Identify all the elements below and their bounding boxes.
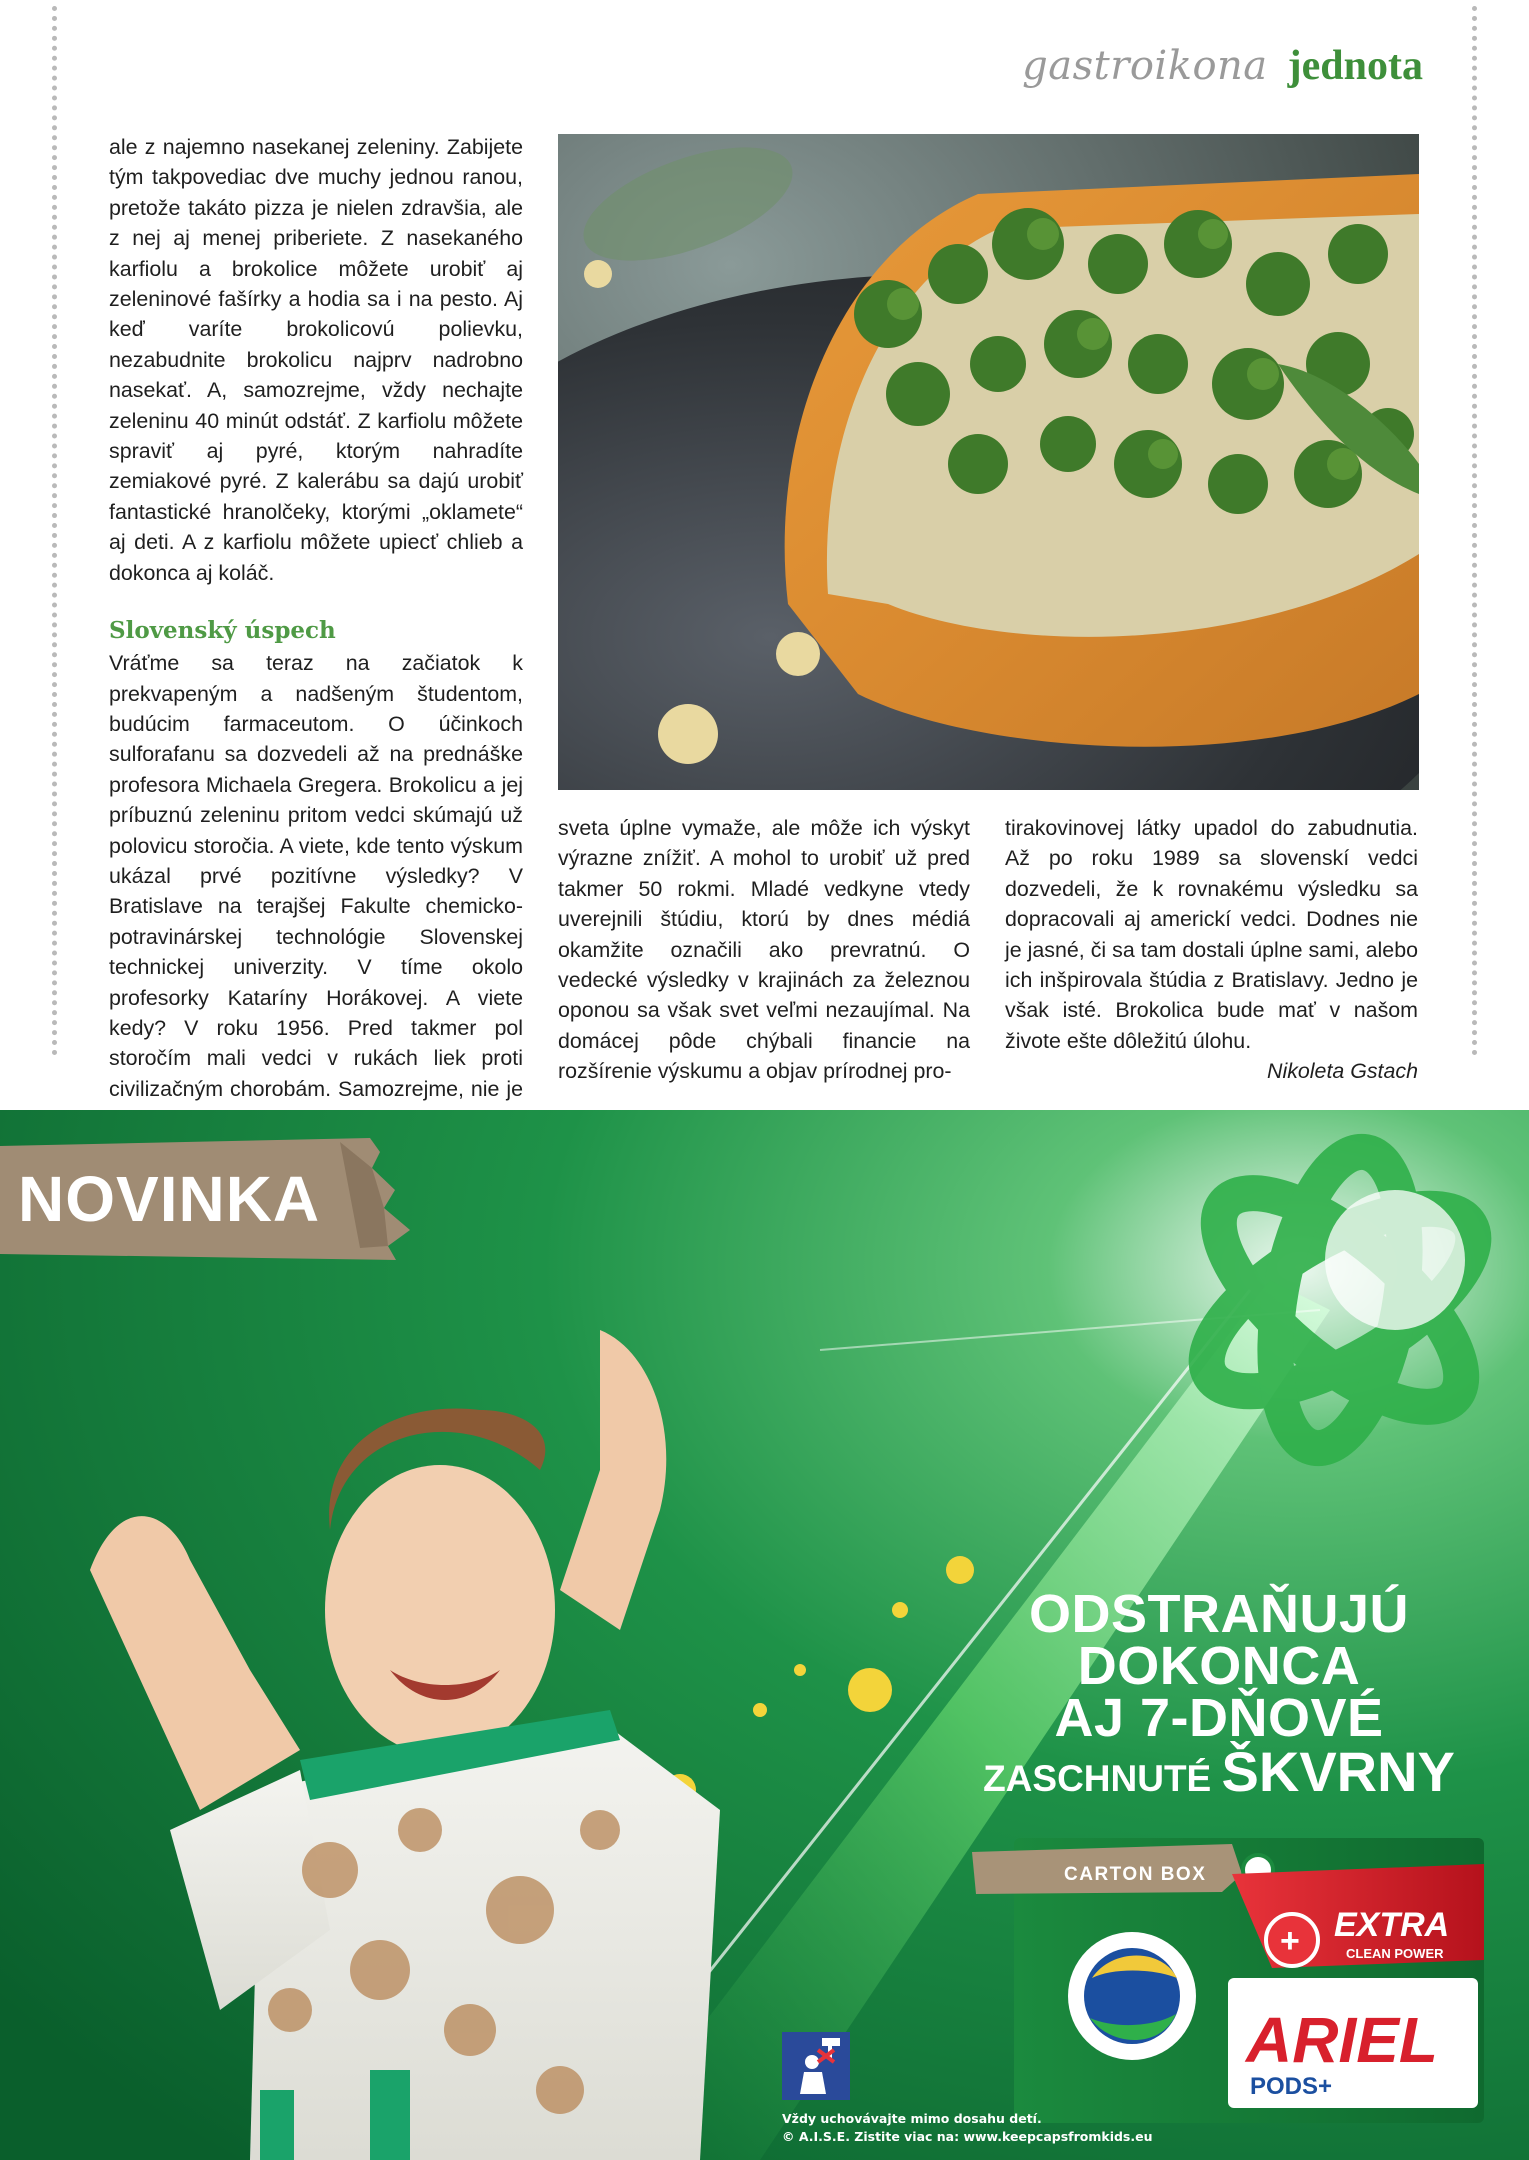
- headline-line-3: AJ 7-DŇOVÉ: [1054, 1688, 1384, 1748]
- headline-line-4: [939, 1740, 1499, 1807]
- ad-headline: [939, 1584, 1499, 1807]
- carton-box-text: CARTON BOX: [1064, 1864, 1207, 1885]
- section-heading: Slovenský úspech: [109, 617, 336, 645]
- safety-line-1: Vždy uchovávajte mimo dosahu detí.: [782, 2111, 1042, 2126]
- article-author: Nikoleta Gstach: [1267, 1059, 1418, 1084]
- extra-text: EXTRA: [1334, 1906, 1450, 1944]
- headline-line-1: ODSTRAŇUJÚ: [1028, 1584, 1410, 1644]
- article-column-2: [558, 813, 970, 1087]
- article-paragraph: ale z najemno nasekanej zeleniny. Zabijete tým takpovediac dve muchy jednou ranou, pretože takáto pizza je nielen zdravšia, ale z nej aj menej priberiete. Z nasekaného karfiolu a brokolice môžete urobiť aj zeleninové fašírky a hodia sa i na pesto. Aj keď varíte brokolicovú polievku, nezabudnite brokolicu najprv nadrobno nasekať. A, samozrejme, vždy nechajte zeleninu 40 minút odstáť. Z karfiolu môžete spraviť aj pyré, ktorým nahradíte zemiakové pyré. Z kalerábu sa dajú urobiť fantastické hranolčeky, ktorými „oklamete“ aj deti. A z karfiolu môžete upiecť chlieb a dokonca aj koláč.: [109, 135, 523, 585]
- child-safety-icon: [782, 2032, 850, 2100]
- safety-line-2: © A.I.S.E. Zistite viac na: www.keepcapsfromkids.eu: [782, 2129, 1153, 2144]
- left-dotted-border: [52, 6, 57, 1056]
- article-paragraph: Vráťme sa teraz na začiatok k prekvapeným a nadšeným študentom, budúcim farmaceutom. O účinkoch sulforafanu sa dozvedeli až na prednáške profesora Michaela Gregera. Brokolicu a jej príbuznú zeleninu pritom vedci skúmajú už polovicu storočia. A viete, kde tento výskum ukázal prvé pozitívne výsledky? V Bratislave na terajšej Fakulte chemicko-potravinárskej technológie Slovenskej technickej univerzity. V tíme okolo profesorky Kataríny Horákovej. A viete kedy? V roku 1956. Pred takmer pol storočím mali vedci v rukách liek proti civilizačným chorobám. Samozrejme, nie je: [109, 651, 523, 1101]
- article-column-1: [109, 132, 523, 1135]
- pods-plus-text: PODS+: [1250, 2073, 1333, 2100]
- article-paragraph: tirakovinovej látky upadol do zabudnutia. Až po roku 1989 sa slovenskí vedci dozvedeli, že k rovnakému výsledku sa dopracovali aj americkí vedci. Dodnes nie je jasné, či sa tam dostali úplne sami, alebo ich inšpirovala štúdia z Bratislavy. Jedno je však isté. Brokolica bude mať v našom živote ešte dôležitú úlohu.: [1005, 816, 1418, 1053]
- magazine-header: [1022, 42, 1423, 90]
- brand-jednota: jednota: [1287, 43, 1423, 89]
- broccoli-pizza-photo: [558, 134, 1419, 790]
- ariel-brand-text: ARIEL: [1246, 2004, 1438, 2076]
- clean-power-text: CLEAN POWER: [1346, 1946, 1444, 1961]
- ariel-advertisement: [0, 1110, 1529, 2160]
- article-paragraph: sveta úplne vymaže, ale môže ich výskyt výrazne znížiť. A mohol to urobiť už pred takmer 50 rokmi. Mladé vedkyne vtedy uverejnili štúdiu, ktorú by dnes médiá okamžite označili ako prevratnú. O vedecké výsledky v krajinách za železnou oponou sa však svet veľmi nezaujímal. Na domácej pôde chýbali financie na rozšírenie výskumu a objav prírodnej pro-: [558, 816, 970, 1084]
- ariel-product-pack: [972, 1828, 1490, 2128]
- headline-skvrny: ŠKVRNY: [1221, 1740, 1455, 1803]
- headline-line-2: DOKONCA: [1077, 1636, 1361, 1696]
- article-column-3: [1005, 813, 1418, 1087]
- safety-notice: [782, 2110, 1153, 2146]
- brand-gastroikona: gastroikona: [1022, 43, 1268, 89]
- svg-text:+: +: [1280, 1922, 1300, 1960]
- headline-zaschnute: ZASCHNUTÉ: [983, 1758, 1212, 1799]
- right-dotted-border: [1472, 6, 1477, 1056]
- novinka-label: NOVINKA: [18, 1163, 321, 1235]
